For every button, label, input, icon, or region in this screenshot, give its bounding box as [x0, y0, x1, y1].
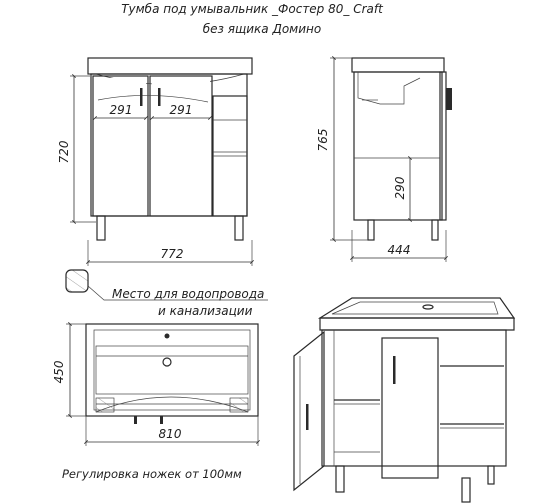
- iso-cabinet-body: [322, 330, 506, 466]
- side-door-edge: [440, 72, 446, 220]
- front-leg-left: [97, 216, 105, 240]
- side-leg-left: [368, 220, 374, 240]
- iso-closed-door: [382, 338, 438, 478]
- legend-line-2: и канализации: [158, 304, 253, 318]
- top-basin: [96, 346, 248, 394]
- title-line-1: Тумба под умывальник _Фостер 80_ Craft: [121, 2, 383, 16]
- right-door-handle: [158, 88, 161, 106]
- left-door-handle: [140, 88, 143, 106]
- iso-leg-back-right: [488, 466, 494, 484]
- side-siphon: [358, 72, 420, 104]
- iso-countertop: [320, 298, 514, 318]
- iso-open-door-handle: [306, 404, 309, 430]
- isometric-view: [294, 298, 514, 502]
- side-countertop: [352, 58, 444, 72]
- front-view: [57, 58, 252, 266]
- side-door-handle: [446, 88, 452, 110]
- iso-open-door: [294, 332, 324, 490]
- iso-basin: [332, 302, 498, 314]
- legend-pipe-zone-icon: [66, 270, 88, 292]
- side-view: [316, 58, 452, 262]
- dim-door-right: 291: [169, 103, 193, 117]
- iso-drain: [423, 305, 433, 309]
- legend: [66, 270, 268, 318]
- front-leg-right: [235, 216, 243, 240]
- legend-line-1: Место для водопровода: [112, 287, 265, 301]
- dim-top-depth: 450: [52, 360, 66, 384]
- dim-front-height: 720: [57, 140, 71, 164]
- top-view: [52, 324, 258, 446]
- title-line-2: без ящика Домино: [202, 22, 322, 36]
- dim-side-depth: 444: [387, 243, 411, 257]
- iso-closed-door-handle: [393, 356, 396, 384]
- dim-side-shelf: 290: [393, 176, 407, 200]
- dim-door-left: 291: [109, 103, 133, 117]
- dim-side-height: 765: [316, 128, 330, 152]
- top-drain: [163, 358, 171, 366]
- footer-note: Регулировка ножек от 100мм: [62, 467, 242, 481]
- dim-front-width: 772: [160, 247, 184, 261]
- top-faucet-hole: [165, 334, 170, 339]
- side-leg-right: [432, 220, 438, 240]
- dim-top-width: 810: [158, 427, 182, 441]
- front-countertop: [88, 58, 252, 74]
- iso-leg-front-right: [462, 478, 470, 502]
- iso-leg-front-left: [336, 466, 344, 492]
